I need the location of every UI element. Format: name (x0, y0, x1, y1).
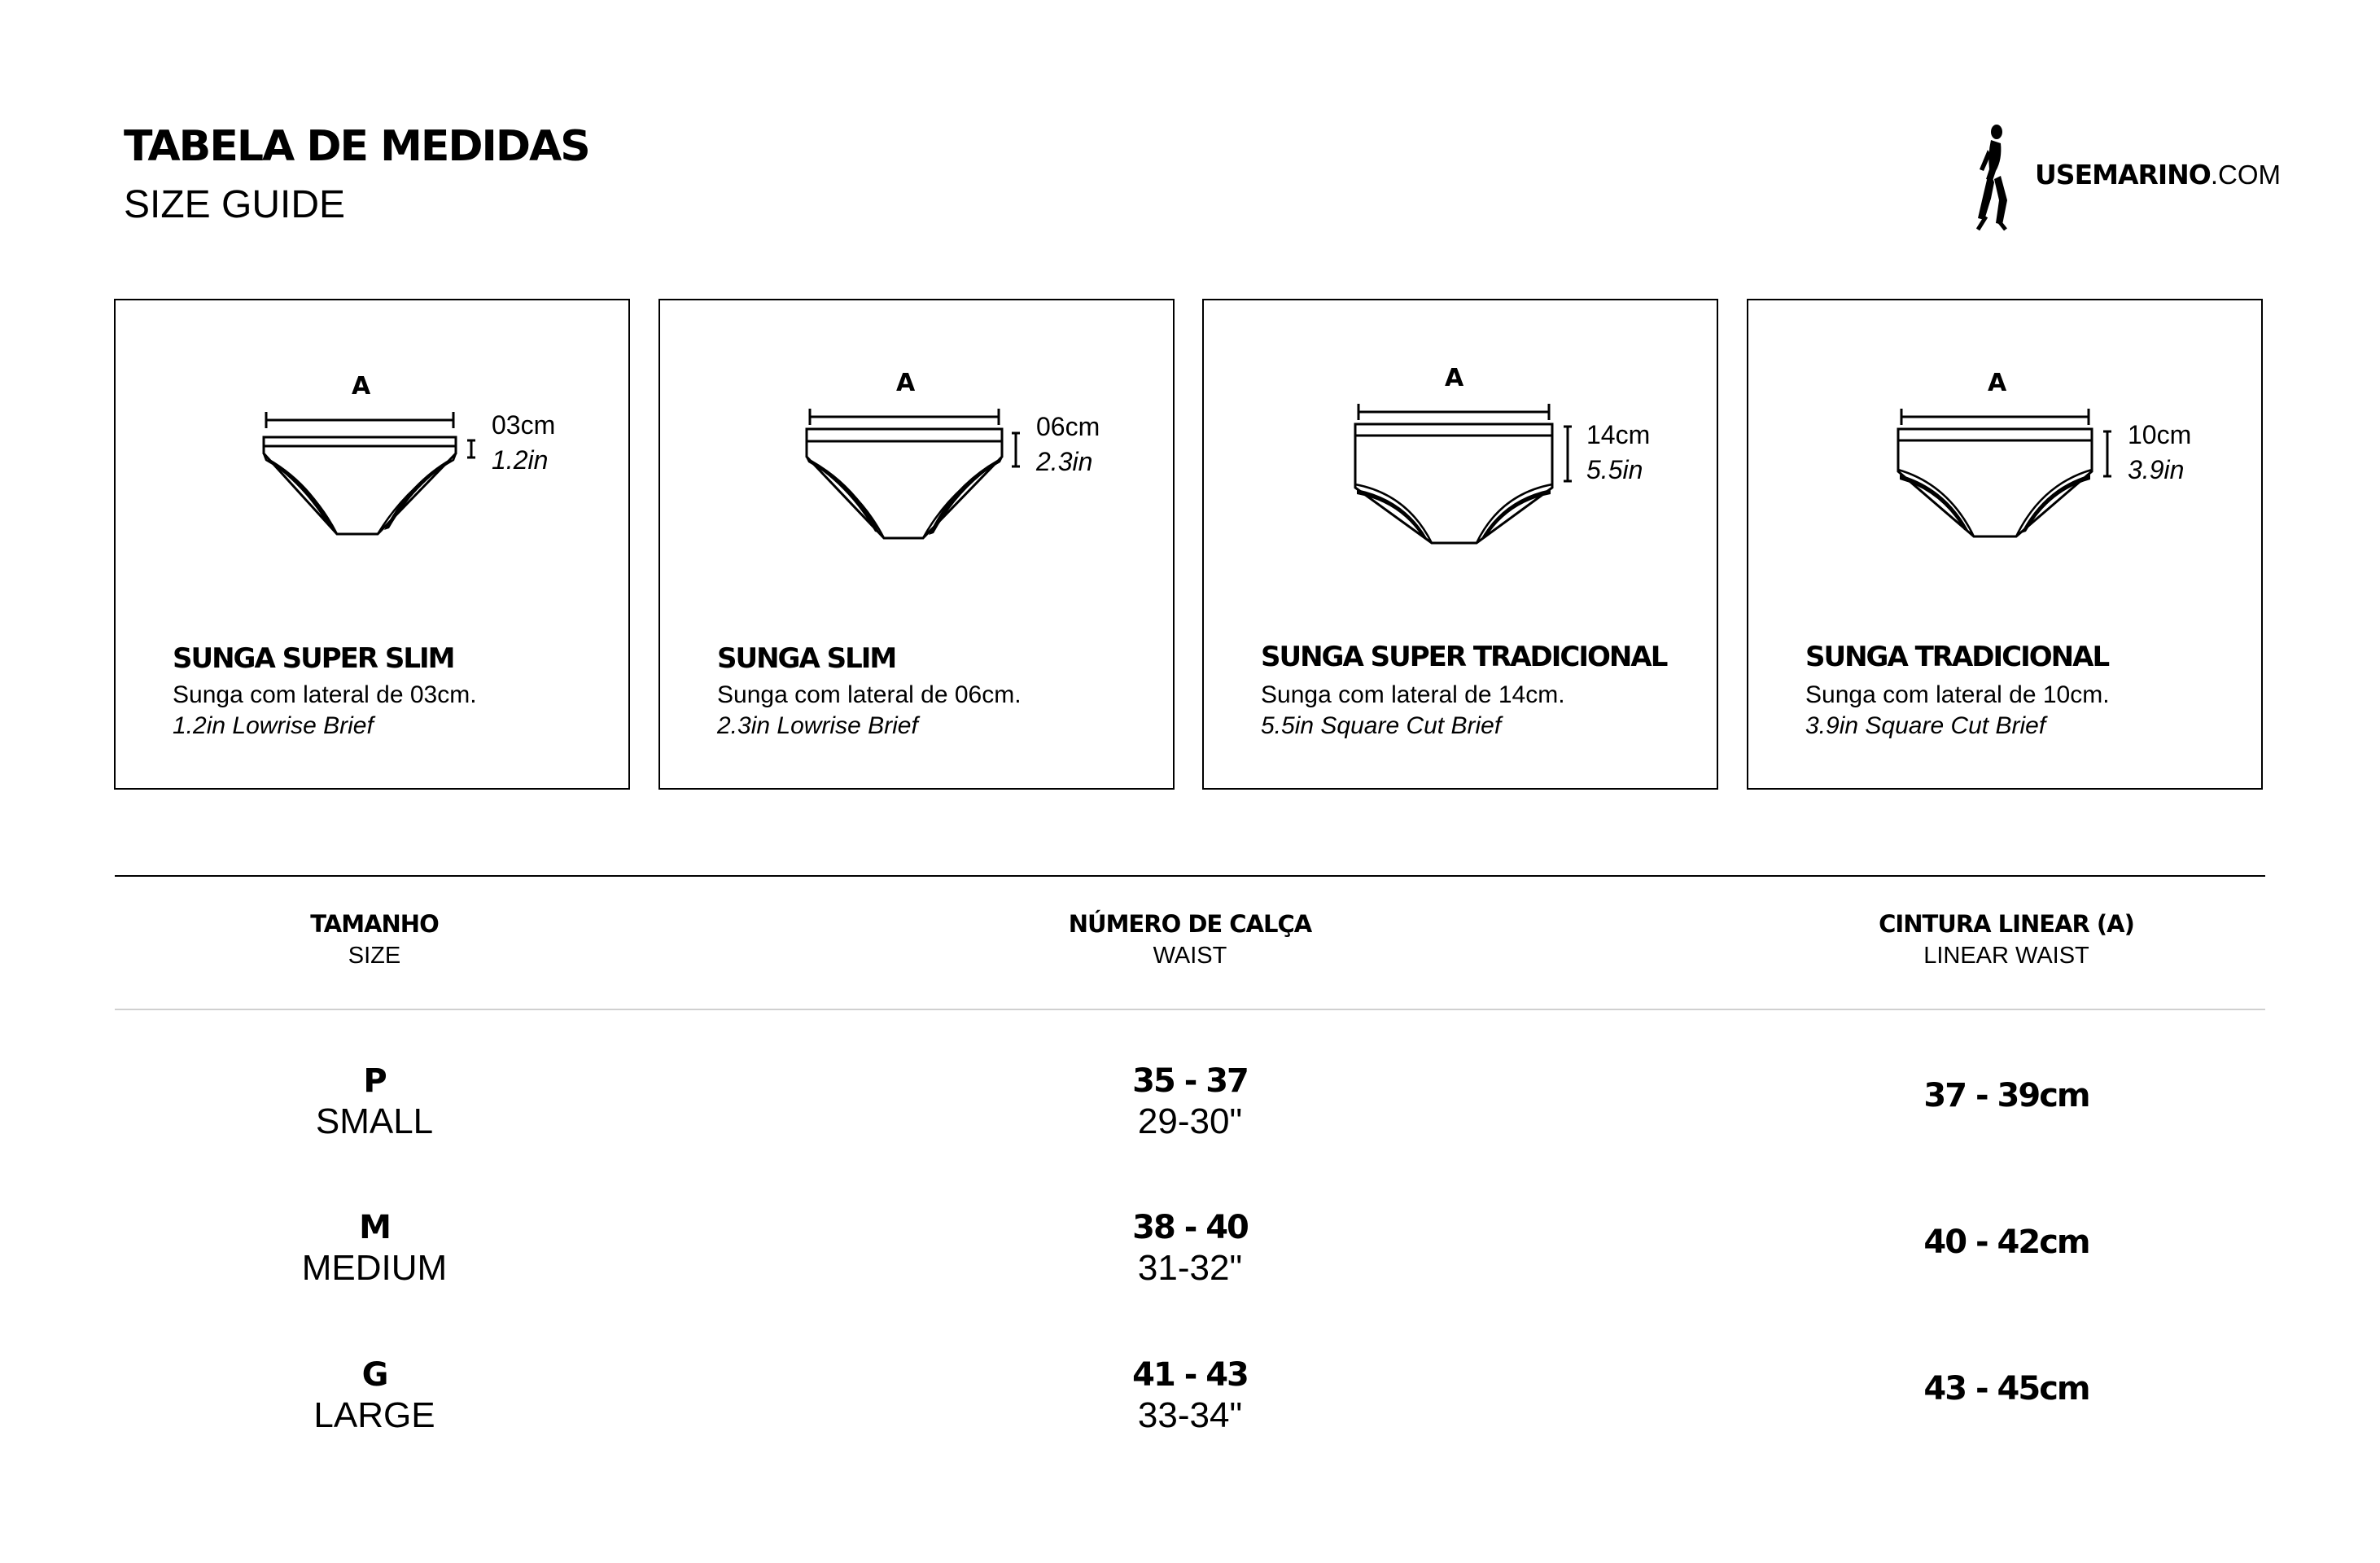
table-row-medium-linear (1722, 1223, 2291, 1262)
brief-diagram-icon (660, 300, 1176, 610)
size-code: M (359, 1209, 390, 1246)
model-name: SUNGA SUPER SLIM (173, 642, 454, 675)
column-header-waist (905, 910, 1475, 970)
page-title: TABELA DE MEDIDAS (124, 122, 589, 171)
side-height-cm: 03cm (492, 410, 556, 440)
waist-br: 35 - 37 (1132, 1062, 1248, 1100)
waist-us: 31-32" (1137, 1248, 1243, 1288)
brand-logo[interactable] (1970, 122, 2282, 232)
waist-us: 29-30" (1137, 1101, 1243, 1141)
measure-label-a: A (1988, 369, 2006, 397)
model-name: SUNGA TRADICIONAL (1805, 641, 2109, 673)
side-height-in: 5.5in (1586, 455, 1643, 484)
waist-br: 38 - 40 (1132, 1209, 1248, 1246)
column-subtitle: WAIST (1153, 943, 1227, 969)
table-row-large-waist (905, 1355, 1475, 1437)
diver-icon (1970, 122, 2019, 232)
table-row-medium-size (90, 1208, 659, 1289)
model-card-tradicional (1747, 299, 2263, 790)
model-card-super-tradicional (1202, 299, 1718, 790)
column-subtitle: SIZE (348, 943, 401, 969)
side-height-in: 3.9in (2128, 455, 2185, 484)
linear-waist: 43 - 45cm (1923, 1370, 2089, 1408)
model-description: Sunga com lateral de 06cm. (717, 681, 1022, 708)
size-name: LARGE (313, 1395, 435, 1435)
model-description: Sunga com lateral de 03cm. (173, 681, 477, 708)
column-title: CINTURA LINEAR (A) (1879, 910, 2134, 938)
model-english: 2.3in Lowrise Brief (717, 712, 918, 739)
size-code: G (361, 1356, 387, 1394)
page-subtitle: SIZE GUIDE (124, 183, 346, 226)
table-row-small-linear (1722, 1076, 2291, 1115)
column-subtitle: LINEAR WAIST (1923, 943, 2089, 969)
table-row-large-size (90, 1355, 659, 1437)
column-title: NÚMERO DE CALÇA (1068, 910, 1312, 938)
model-name: SUNGA SLIM (717, 642, 896, 675)
waist-br: 41 - 43 (1132, 1356, 1248, 1394)
column-title: TAMANHO (310, 910, 439, 938)
model-description: Sunga com lateral de 14cm. (1261, 681, 1565, 708)
table-top-divider (115, 875, 2265, 877)
brand-url[interactable] (2035, 159, 2281, 190)
brief-diagram-icon (116, 300, 632, 610)
model-english: 3.9in Square Cut Brief (1805, 712, 2046, 739)
side-height-in: 1.2in (492, 445, 549, 475)
brand-name: USEMARINO (2035, 159, 2211, 190)
brief-diagram-icon (1748, 300, 2264, 610)
size-code: P (363, 1062, 386, 1100)
waist-us: 33-34" (1137, 1395, 1243, 1435)
model-card-slim (658, 299, 1175, 790)
column-header-size (90, 910, 659, 970)
model-name: SUNGA SUPER TRADICIONAL (1261, 641, 1667, 673)
column-header-linear-waist (1722, 910, 2291, 970)
table-row-large-linear (1722, 1369, 2291, 1408)
table-row-medium-waist (905, 1208, 1475, 1289)
side-height-in: 2.3in (1036, 447, 1093, 476)
brand-domain: .COM (2210, 160, 2282, 190)
measure-label-a: A (1445, 364, 1463, 392)
measure-label-a: A (896, 369, 914, 397)
model-card-super-slim (114, 299, 630, 790)
model-english: 5.5in Square Cut Brief (1261, 712, 1502, 739)
side-height-cm: 06cm (1036, 412, 1100, 441)
linear-waist: 40 - 42cm (1923, 1224, 2089, 1261)
linear-waist: 37 - 39cm (1923, 1077, 2089, 1114)
size-name: MEDIUM (301, 1248, 448, 1288)
header-divider (115, 1009, 2265, 1010)
side-height-cm: 14cm (1586, 420, 1651, 449)
model-description: Sunga com lateral de 10cm. (1805, 681, 2110, 708)
model-english: 1.2in Lowrise Brief (173, 712, 374, 739)
table-row-small-waist (905, 1062, 1475, 1143)
table-row-small-size (90, 1062, 659, 1143)
side-height-cm: 10cm (2128, 420, 2192, 449)
measure-label-a: A (352, 372, 370, 401)
size-name: SMALL (315, 1101, 434, 1141)
